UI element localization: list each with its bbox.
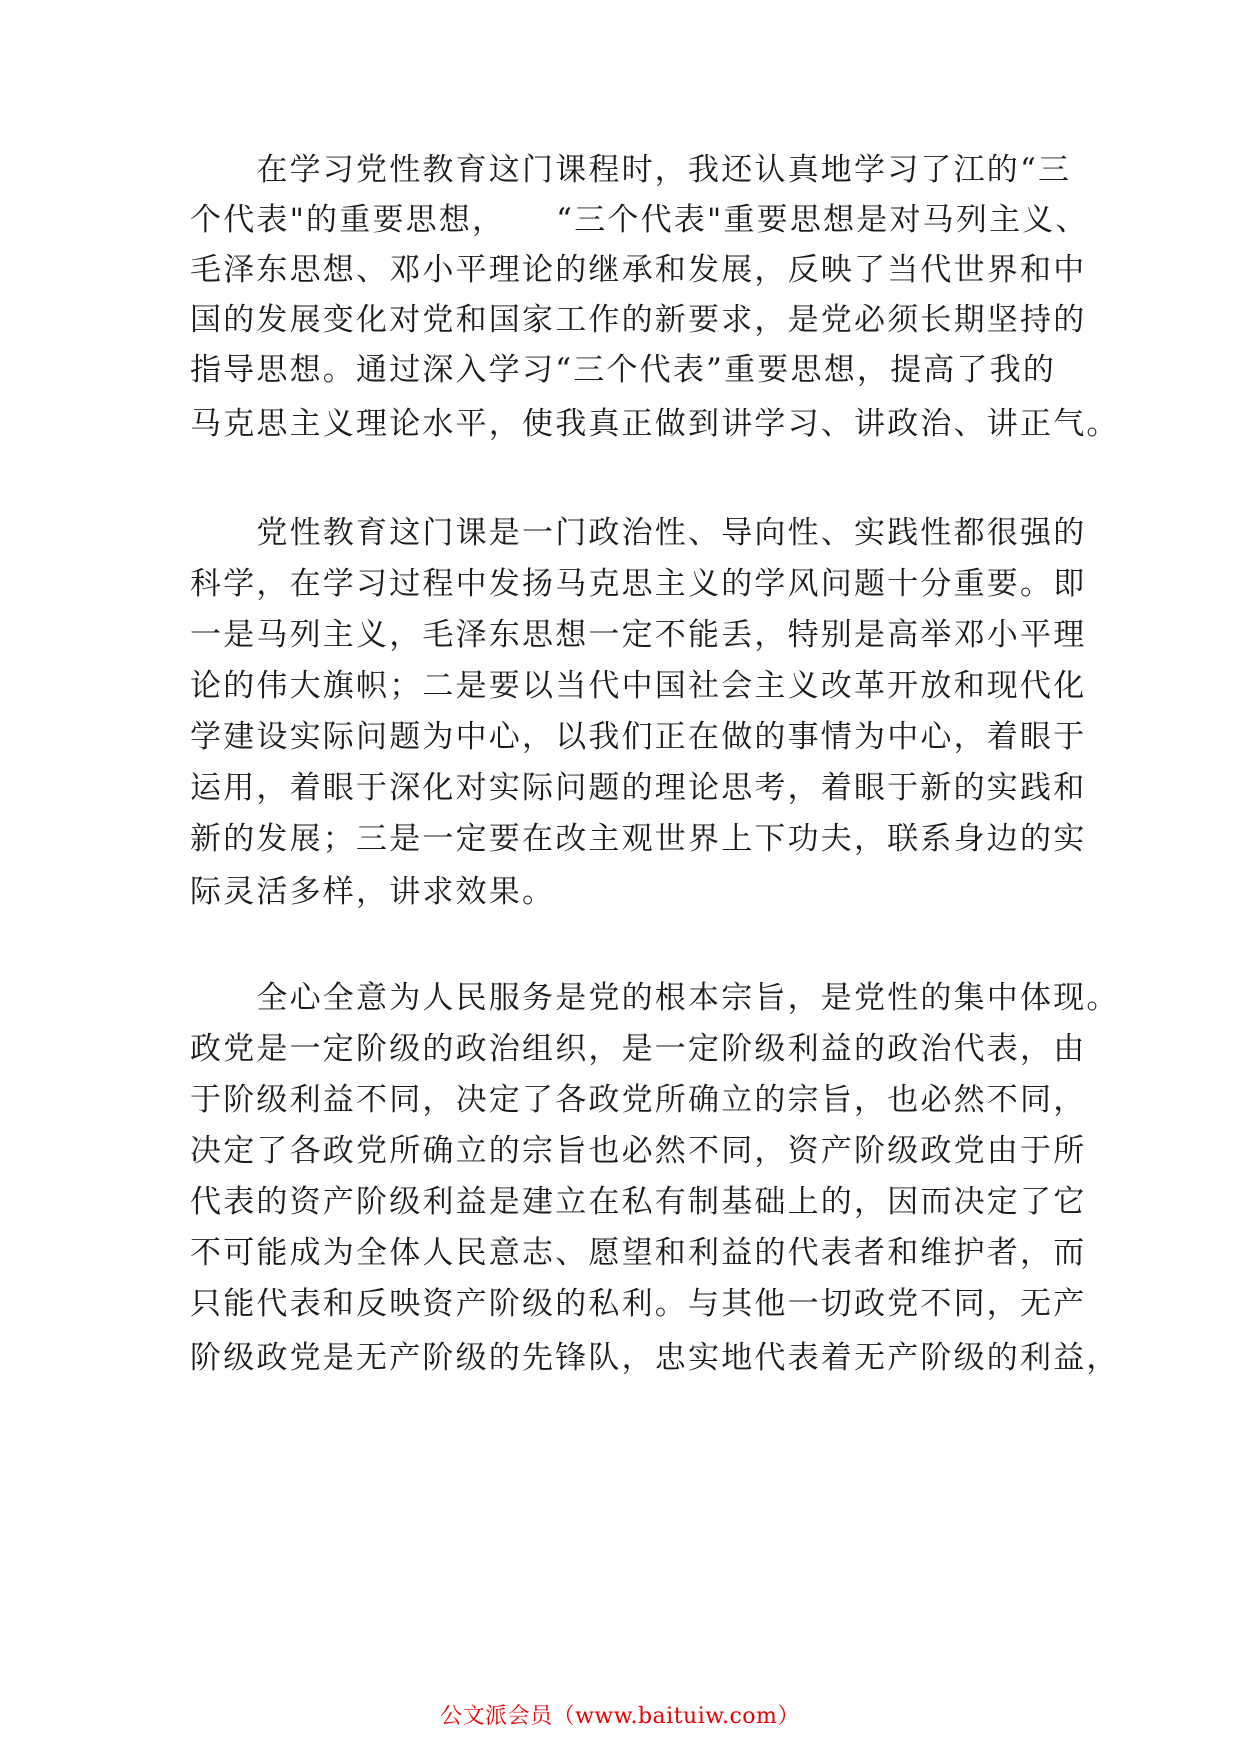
- text-line: 马克思主义理论水平，使我真正做到讲学习、讲政治、讲正气。: [190, 406, 1120, 442]
- text-line: 只能代表和反映资产阶级的私利。与其他一切政党不同，无产: [190, 1286, 1087, 1322]
- text-line: 不可能成为全体人民意志、愿望和利益的代表者和维护者，而: [190, 1235, 1087, 1271]
- text-line: 论的伟大旗帜；二是要以当代中国社会主义改革开放和现代化: [190, 668, 1087, 704]
- text-line: 于阶级利益不同，决定了各政党所确立的宗旨，也必然不同，: [190, 1082, 1087, 1118]
- text-line: 一是马列主义，毛泽东思想一定不能丢，特别是高举邓小平理: [190, 617, 1087, 653]
- text-line: 运用，着眼于深化对实际问题的理论思考，着眼于新的实践和: [190, 770, 1087, 806]
- text-line: 学建设实际问题为中心，以我们正在做的事情为中心，着眼于: [190, 719, 1087, 755]
- text-line: 科学，在学习过程中发扬马克思主义的学风问题十分重要。即: [190, 566, 1087, 602]
- text-line: 党性教育这门课是一门政治性、导向性、实践性都很强的: [190, 515, 1087, 551]
- text-line: 新的发展；三是一定要在改主观世界上下功夫，联系身边的实: [190, 821, 1087, 857]
- text-line: 代表的资产阶级利益是建立在私有制基础上的，因而决定了它: [190, 1184, 1087, 1220]
- text-line: 际灵活多样，讲求效果。: [190, 874, 556, 910]
- text-line: 国的发展变化对党和国家工作的新要求，是党必须长期坚持的: [190, 302, 1087, 338]
- text-line: 政党是一定阶级的政治组织，是一定阶级利益的政治代表，由: [190, 1031, 1087, 1067]
- text-line: 阶级政党是无产阶级的先锋队，忠实地代表着无产阶级的利益，: [190, 1340, 1120, 1376]
- text-line: 个代表"的重要思想， “三个代表"重要思想是对马列主义、: [190, 202, 1089, 238]
- text-line: 在学习党性教育这门课程时，我还认真地学习了江的“三: [190, 152, 1072, 188]
- text-line: 全心全意为人民服务是党的根本宗旨，是党性的集中体现。: [190, 980, 1120, 1016]
- footer-watermark: 公文派会员（www.baituiw.com）: [440, 1704, 800, 1729]
- text-line: 指导思想。通过深入学习“三个代表”重要思想，提高了我的: [190, 352, 1057, 388]
- text-line: 决定了各政党所确立的宗旨也必然不同，资产阶级政党由于所: [190, 1133, 1087, 1169]
- text-line: 毛泽东思想、邓小平理论的继承和发展，反映了当代世界和中: [190, 252, 1087, 288]
